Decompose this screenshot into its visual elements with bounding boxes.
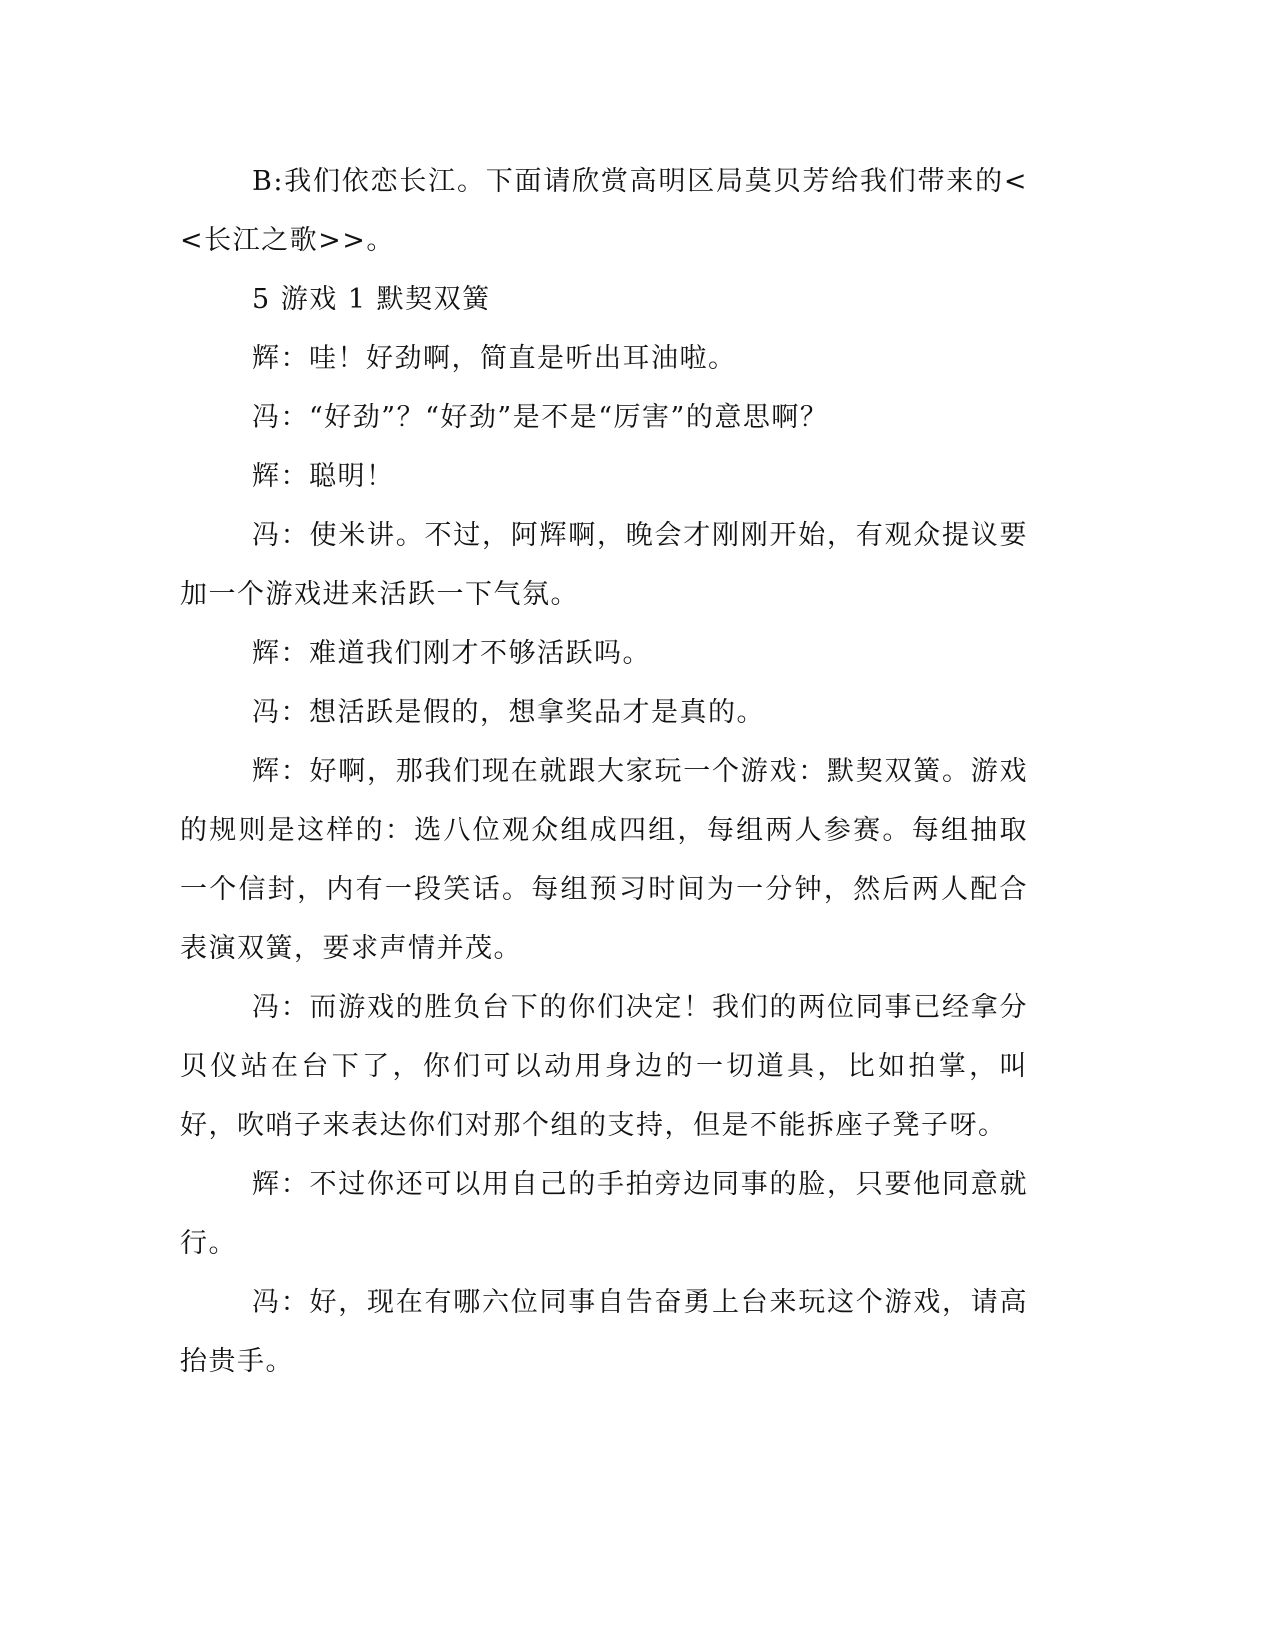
dialogue-line: 辉：难道我们刚才不够活跃吗。 bbox=[252, 638, 651, 669]
dialogue-line: 冯：“好劲”？“好劲”是不是“厉害”的意思啊？ bbox=[252, 402, 829, 433]
dialogue-line: 辉：哇！好劲啊，简直是听出耳油啦。 bbox=[252, 343, 737, 374]
dialogue-line: 辉：不过你还可以用自己的手拍旁边同事的脸，只要他同意就行。 bbox=[180, 1169, 1028, 1259]
dialogue-line: 冯：好，现在有哪六位同事自告奋勇上台来玩这个游戏，请高抬贵手。 bbox=[180, 1287, 1028, 1377]
dialogue-line-game-rules: 辉：好啊，那我们现在就跟大家玩一个游戏：默契双簧。游戏的规则是这样的：选八位观众组成四组，每组两人参赛。每组抽取一个信封，内有一段笑话。每组预习时间为一分钟，然后两人配合表演双簧，要求声情并茂。 bbox=[180, 756, 1028, 964]
dialogue-line: 冯：使米讲。不过，阿辉啊，晚会才刚刚开始，有观众提议要加一个游戏进来活跃一下气氛。 bbox=[180, 520, 1028, 610]
dialogue-line: 冯：而游戏的胜负台下的你们决定！我们的两位同事已经拿分贝仪站在台下了，你们可以动用身边的一切道具，比如拍掌，叫好，吹哨子来表达你们对那个组的支持，但是不能拆座子凳子呀。 bbox=[180, 992, 1028, 1141]
dialogue-line: 辉：聪明！ bbox=[252, 461, 395, 492]
paragraph-intro-song: B:我们依恋长江。下面请欣赏高明区局莫贝芳给我们带来的<<长江之歌>>。 bbox=[180, 166, 1028, 256]
document-page bbox=[180, 152, 1028, 1391]
dialogue-line: 冯：想活跃是假的，想拿奖品才是真的。 bbox=[252, 697, 765, 728]
section-heading-game: 5 游戏 1 默契双簧 bbox=[252, 284, 491, 315]
